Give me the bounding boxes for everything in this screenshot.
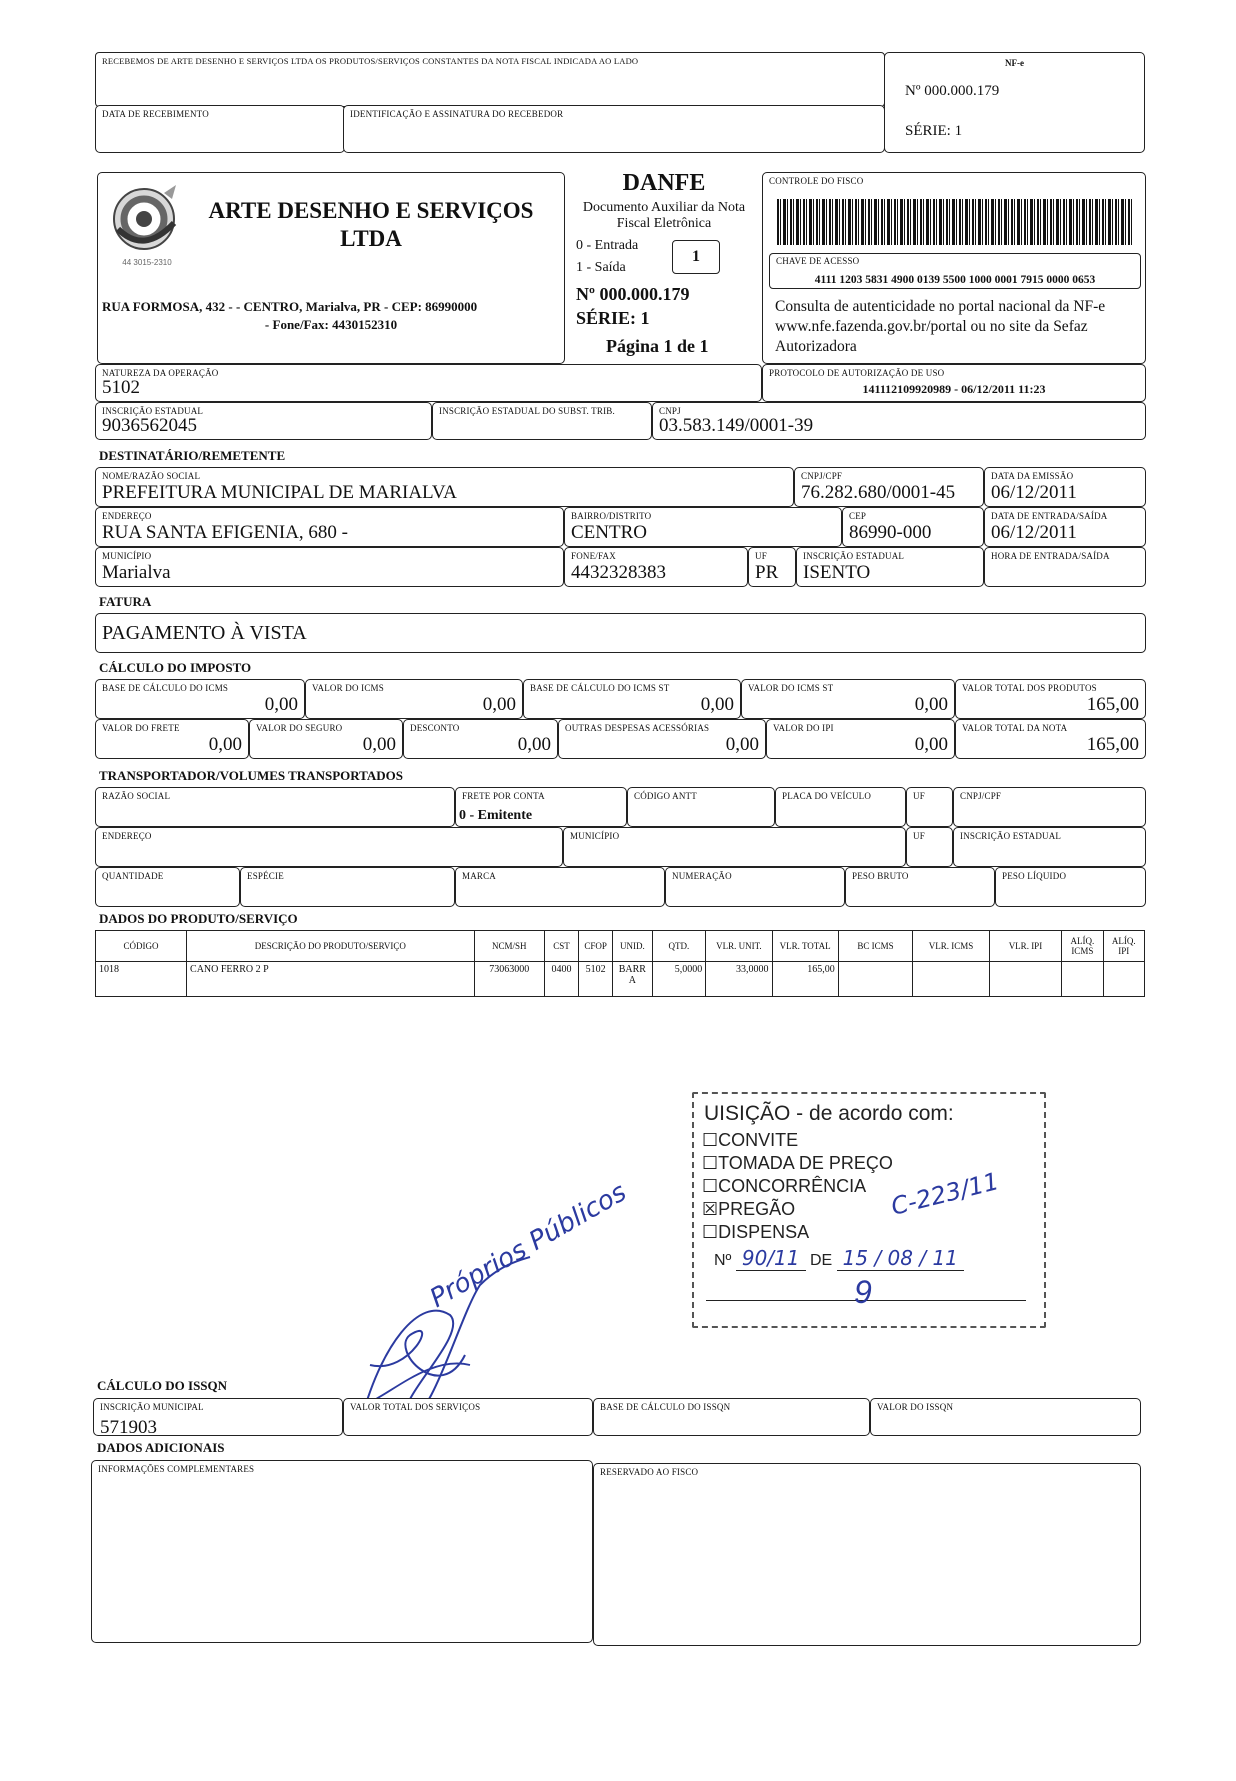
dest-cep-value: 86990-000 [849,522,932,543]
transp-placa-field [775,787,906,827]
signature-text: Próprios Públicos [425,1177,632,1314]
protocolo-field [762,364,1146,402]
dest-nome-label: NOME/RAZÃO SOCIAL [102,471,201,481]
dest-cnpj-field [794,467,984,507]
stamp-option-label: DISPENSA [718,1222,810,1242]
column-header: CST [544,931,578,962]
frete-field [95,719,249,759]
column-header: VLR. ICMS [913,931,990,962]
ipi-value: 0,00 [914,734,948,755]
transp-cnpj-field [953,787,1146,827]
dest-nome-value: PREFEITURA MUNICIPAL DE MARIALVA [102,482,457,503]
issqn-valor-label: VALOR DO ISSQN [877,1402,954,1412]
transp-endereco-field [95,827,563,867]
dest-endereco-label: ENDEREÇO [102,511,152,521]
stamp-option-label: TOMADA DE PREÇO [718,1153,893,1173]
stamp-option [702,1153,893,1174]
dest-uf-field [748,547,796,587]
icms-value: 0,00 [482,694,516,715]
icms-st-label: VALOR DO ICMS ST [748,683,834,693]
cnpj-label: CNPJ [659,406,681,416]
dest-ie-label: INSCRIÇÃO ESTADUAL [803,551,905,561]
stamp-option-label: CONVITE [718,1130,799,1150]
column-header: DESCRIÇÃO DO PRODUTO/SERVIÇO [187,931,475,962]
acquisition-stamp [692,1092,1046,1328]
danfe-entrada: 0 - Entrada [576,238,639,253]
products-table [95,930,1145,997]
dest-bairro-label: BAIRRO/DISTRITO [571,511,652,521]
natureza-label: NATUREZA DA OPERAÇÃO [102,368,219,378]
issqn-bc-field [593,1398,870,1436]
dest-emissao-field [984,467,1146,507]
ie-field [95,402,432,440]
transp-ie-field [953,827,1146,867]
danfe-title: DANFE [622,170,706,196]
total-nota-label: VALOR TOTAL DA NOTA [962,723,1068,733]
table-cell: 1018 [96,962,187,997]
checkbox-icon: ☐ [702,1130,719,1150]
column-header: VLR. IPI [989,931,1061,962]
table-cell [913,962,990,997]
emitente-box [97,172,565,364]
dest-bairro-value: CENTRO [571,522,647,543]
bc-st-field [523,679,741,719]
seguro-value: 0,00 [362,734,396,755]
stamp-option [702,1222,809,1243]
destinatario-title: DESTINATÁRIO/REMETENTE [99,448,286,463]
dest-cep-label: CEP [849,511,867,521]
transp-peso-bruto-label: PESO BRUTO [852,871,909,881]
issqn-im-value: 571903 [100,1417,157,1438]
column-header: QTD. [652,931,706,962]
transp-frete-label: FRETE POR CONTA [462,791,545,801]
stamp-option [702,1130,798,1151]
column-header: VLR. UNIT. [706,931,772,962]
products-body [96,962,1145,997]
desconto-value: 0,00 [517,734,551,755]
transp-peso-bruto-field [845,867,995,907]
table-cell: 5102 [579,962,613,997]
danfe-block [566,166,762,364]
dest-municipio-label: MUNICÍPIO [102,551,152,561]
logo-caption: 44 3015-2310 [122,258,172,267]
outras-despesas-field [558,719,766,759]
protocolo-label: PROTOCOLO DE AUTORIZAÇÃO DE USO [769,368,945,378]
dest-ie-value: ISENTO [803,562,871,583]
transp-endereco-label: ENDEREÇO [102,831,152,841]
dest-ie-field [796,547,984,587]
transp-marca-field [455,867,665,907]
ie-label: INSCRIÇÃO ESTADUAL [102,406,204,416]
bc-st-value: 0,00 [700,694,734,715]
natureza-field [95,364,762,402]
seguro-label: VALOR DO SEGURO [256,723,343,733]
controle-fisco-label: CONTROLE DO FISCO [769,176,864,186]
frete-value: 0,00 [208,734,242,755]
canhoto-date-label: DATA DE RECEBIMENTO [102,109,209,119]
table-cell [838,962,912,997]
stamp-de: DE [809,1252,833,1269]
dest-emissao-value: 06/12/2011 [991,482,1077,503]
dest-cnpj-value: 76.282.680/0001-45 [801,482,956,503]
issqn-total-servicos-label: VALOR TOTAL DOS SERVIÇOS [350,1402,481,1412]
dest-uf-label: UF [755,551,767,561]
issqn-valor-field [870,1398,1141,1436]
company-logo [106,183,188,267]
outras-despesas-label: OUTRAS DESPESAS ACESSÓRIAS [565,723,710,733]
dest-nome-field [95,467,794,507]
canhoto-date-field [95,105,345,153]
dest-fone-field [564,547,748,587]
dest-cep-field [842,507,984,547]
produtos-title: DADOS DO PRODUTO/SERVIÇO [99,911,298,926]
barcode [777,199,1132,245]
dest-entrada-label: DATA DE ENTRADA/SAÍDA [991,511,1108,521]
transp-frete-value: 0 - Emitente [459,808,533,823]
total-nota-value: 165,00 [1086,734,1139,755]
company-phone: - Fone/Fax: 4430152310 [264,317,398,332]
ie-st-field [432,402,652,440]
dest-endereco-field [95,507,564,547]
danfe-subtitle: Documento Auxiliar da Nota Fiscal Eletrônica [582,200,746,231]
bc-icms-value: 0,00 [264,694,298,715]
icms-field [305,679,523,719]
transp-razao-field [95,787,455,827]
chave-value: 4111 1203 5831 4900 0139 5500 1000 0001 7915 0000 0653 [814,274,1096,286]
chave-label: CHAVE DE ACESSO [776,256,860,266]
table-cell: 73063000 [474,962,544,997]
stamp-numero: 90/11 [736,1246,806,1271]
column-header: ALÍQ. ICMS [1062,931,1103,962]
transp-peso-liquido-label: PESO LÍQUIDO [1002,871,1067,881]
dest-fone-value: 4432328383 [571,562,666,583]
stamp-numero-prefix: Nº [714,1252,732,1269]
transp-numeracao-label: NUMERAÇÃO [672,871,732,881]
icms-st-value: 0,00 [914,694,948,715]
dest-entrada-field [984,507,1146,547]
total-produtos-label: VALOR TOTAL DOS PRODUTOS [962,683,1097,693]
issqn-im-field [93,1398,343,1436]
stamp-handwritten-sign: 9 [854,1274,872,1310]
transp-antt-label: CÓDIGO ANTT [634,791,697,801]
transp-especie-label: ESPÉCIE [247,871,284,881]
column-header: CÓDIGO [96,931,187,962]
fisco-box [762,172,1146,364]
issqn-title: CÁLCULO DO ISSQN [97,1378,228,1393]
transp-municipio-label: MUNICÍPIO [570,831,620,841]
table-cell [1103,962,1144,997]
transp-frete-field [455,787,627,827]
outras-despesas-value: 0,00 [725,734,759,755]
dest-municipio-value: Marialva [102,562,171,583]
dest-emissao-label: DATA DA EMISSÃO [991,471,1074,481]
consulta-text: Consulta de autenticidade no portal nacional da NF-e www.nfe.fazenda.gov.br/portal ou no site da Sefaz Autorizadora [775,298,1106,355]
stamp-option-label: CONCORRÊNCIA [718,1176,867,1196]
icms-label: VALOR DO ICMS [312,683,384,693]
stamp-data: 15 / 08 / 11 [837,1246,964,1271]
danfe-tipo-box: 1 [672,240,720,274]
imposto-title: CÁLCULO DO IMPOSTO [99,660,252,675]
transp-uf2-field [906,827,953,867]
transp-peso-liquido-field [995,867,1146,907]
transp-razao-label: RAZÃO SOCIAL [102,791,171,801]
checkbox-icon: ☐ [702,1222,719,1242]
bc-icms-field [95,679,305,719]
canhoto-signature-label: IDENTIFICAÇÃO E ASSINATURA DO RECEBEDOR [350,109,564,119]
bc-st-label: BASE DE CÁLCULO DO ICMS ST [530,683,670,693]
transp-qtd-field [95,867,240,907]
canhoto-signature-field [343,105,885,153]
dest-municipio-field [95,547,564,587]
natureza-value: 5102 [102,377,140,398]
stamp-handwritten-ref: C-223/11 [888,1167,1002,1221]
checked-box-icon: ☒ [702,1199,719,1219]
table-cell: BARR A [613,962,652,997]
reservado-fisco-field [593,1463,1141,1646]
company-address: RUA FORMOSA, 432 - - CENTRO, Marialva, PR - CEP: 86990000 [102,299,478,314]
transp-placa-label: PLACA DO VEÍCULO [782,791,872,801]
issqn-im-label: INSCRIÇÃO MUNICIPAL [100,1402,204,1412]
column-header: ALÍQ. IPI [1103,931,1144,962]
column-header: UNID. [613,931,652,962]
icms-st-field [741,679,955,719]
seguro-field [249,719,403,759]
danfe-page: Página 1 de 1 [606,336,709,356]
stamp-number-line [714,1246,964,1270]
issqn-bc-label: BASE DE CÁLCULO DO ISSQN [600,1402,731,1412]
transp-especie-field [240,867,455,907]
table-cell: 33,0000 [706,962,772,997]
transp-municipio-field [563,827,906,867]
transp-antt-field [627,787,775,827]
frete-label: VALOR DO FRETE [102,723,180,733]
column-header: NCM/SH [474,931,544,962]
canhoto-receipt-text: RECEBEMOS DE ARTE DESENHO E SERVIÇOS LTDA OS PRODUTOS/SERVIÇOS CONSTANTES DA NOTA FISCAL INDICADA AO LADO [102,56,639,66]
table-cell: 0400 [544,962,578,997]
table-cell: CANO FERRO 2 P [187,962,475,997]
transp-uf-label: UF [913,791,925,801]
total-produtos-value: 165,00 [1086,694,1139,715]
dest-entrada-value: 06/12/2011 [991,522,1077,543]
cnpj-value: 03.583.149/0001-39 [659,415,814,436]
table-cell [1062,962,1103,997]
table-row [96,962,1145,997]
dest-hora-field [984,547,1146,587]
adicionais-title: DADOS ADICIONAIS [97,1440,225,1455]
stamp-option [702,1199,795,1220]
transp-uf2-label: UF [913,831,925,841]
checkbox-icon: ☐ [702,1153,719,1173]
dest-endereco-value: RUA SANTA EFIGENIA, 680 - [102,522,349,543]
dest-hora-label: HORA DE ENTRADA/SAÍDA [991,551,1110,561]
info-complementares-label: INFORMAÇÕES COMPLEMENTARES [98,1464,255,1474]
dest-uf-value: PR [755,562,779,583]
company-name: ARTE DESENHO E SERVIÇOS LTDA [208,198,534,251]
cnpj-field [652,402,1146,440]
reservado-fisco-label: RESERVADO AO FISCO [600,1467,699,1477]
fatura-title: FATURA [99,594,152,609]
column-header: CFOP [579,931,613,962]
desconto-field [403,719,558,759]
ipi-label: VALOR DO IPI [773,723,834,733]
ipi-field [766,719,955,759]
transp-uf-field [906,787,953,827]
table-cell [989,962,1061,997]
canhoto-number: Nº 000.000.179 [905,83,1000,99]
transp-marca-label: MARCA [462,871,497,881]
checkbox-icon: ☐ [702,1176,719,1196]
info-complementares-field [91,1460,593,1643]
fatura-text: PAGAMENTO À VISTA [102,622,307,644]
total-nota-field [955,719,1146,759]
transp-qtd-label: QUANTIDADE [102,871,164,881]
canhoto-serie: SÉRIE: 1 [905,123,963,139]
fatura-box [95,613,1146,653]
ie-value: 9036562045 [102,415,197,436]
danfe-saida: 1 - Saída [576,260,626,275]
danfe-serie: SÉRIE: 1 [576,308,650,328]
transportador-title: TRANSPORTADOR/VOLUMES TRANSPORTADOS [99,768,404,783]
dest-fone-label: FONE/FAX [571,551,616,561]
column-header: VLR. TOTAL [772,931,838,962]
stamp-title: UISIÇÃO - de acordo com: [704,1102,954,1125]
bc-icms-label: BASE DE CÁLCULO DO ICMS [102,683,229,693]
protocolo-value: 141112109920989 - 06/12/2011 11:23 [862,382,1046,396]
canhoto-nfe-box [884,52,1145,153]
stamp-option-label: PREGÃO [718,1199,796,1219]
transp-numeracao-field [665,867,845,907]
products-header-row [96,931,1145,962]
canhoto-receipt-box [95,52,885,107]
column-header: BC ICMS [838,931,912,962]
dest-cnpj-label: CNPJ/CPF [801,471,843,481]
transp-cnpj-label: CNPJ/CPF [960,791,1002,801]
danfe-number: Nº 000.000.179 [576,284,690,304]
dest-bairro-field [564,507,842,547]
table-cell: 5,0000 [652,962,706,997]
transp-ie-label: INSCRIÇÃO ESTADUAL [960,831,1062,841]
chave-box [769,253,1141,289]
canhoto-nfe-label: NF-e [1005,58,1024,68]
desconto-label: DESCONTO [410,723,460,733]
issqn-total-servicos-field [343,1398,593,1436]
stamp-option [702,1176,866,1197]
ie-st-label: INSCRIÇÃO ESTADUAL DO SUBST. TRIB. [439,406,615,416]
total-produtos-field [955,679,1146,719]
table-cell: 165,00 [772,962,838,997]
